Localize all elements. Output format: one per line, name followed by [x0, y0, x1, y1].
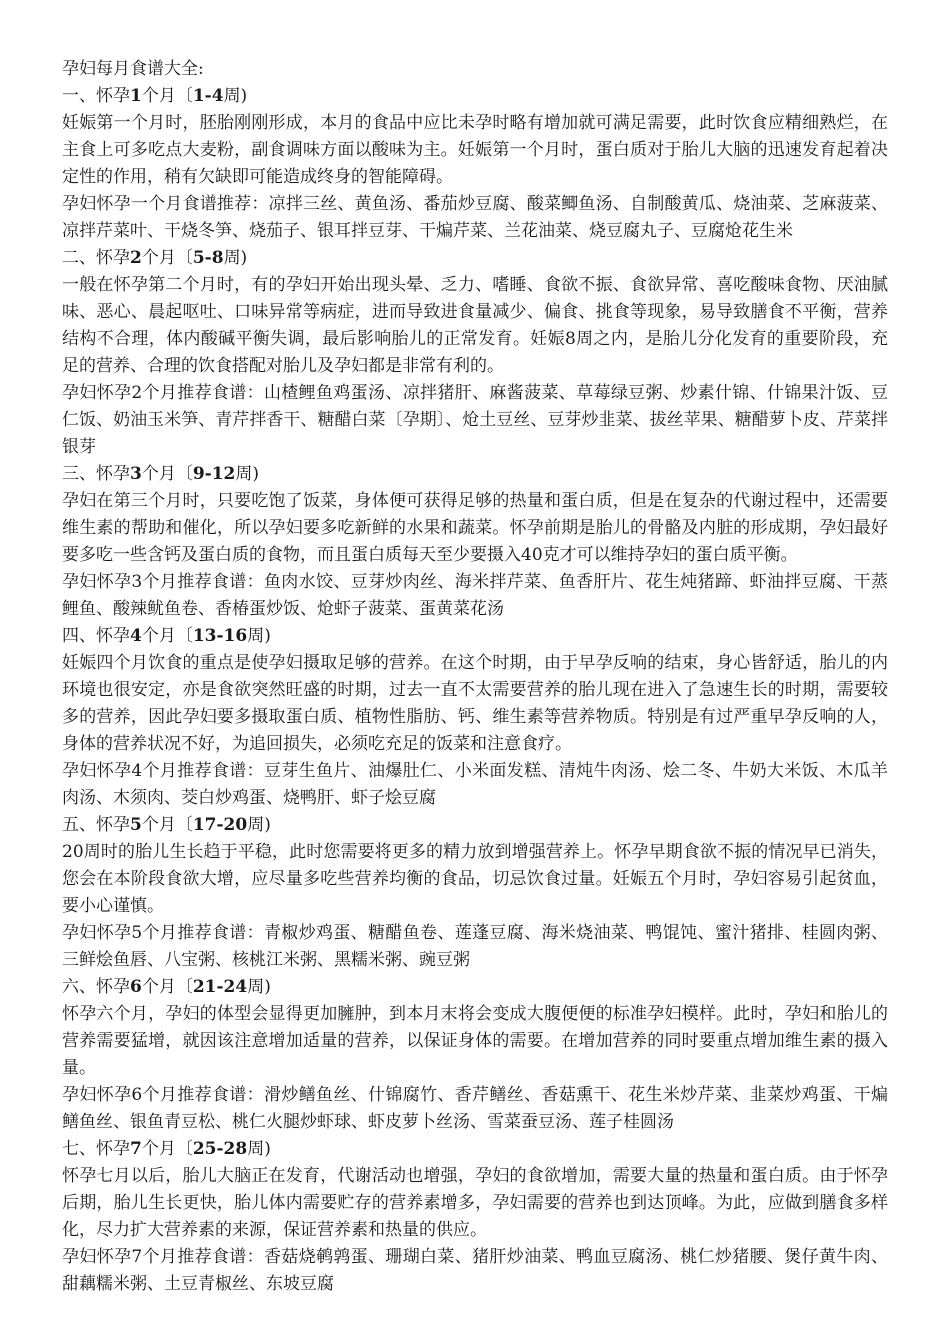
section-month-1: [62, 83, 888, 245]
heading-month: 5: [130, 815, 142, 835]
section-heading: [62, 245, 888, 272]
section-intro: 妊娠四个月饮食的重点是使孕妇摄取足够的营养。在这个时期，由于早孕反响的结束，身心皆舒适，胎儿的内环境也很安定，亦是食欲突然旺盛的时期，过去一直不太需要营养的胎儿现在进入了急速生长的时期，需要较多的营养，因此孕妇要多摄取蛋白质、植物性脂肪、钙、维生素等营养物质。特别是有过严重早孕反响的人，身体的营养状况不好，为追回损失，必须吃充足的饭菜和注意食疗。: [62, 653, 888, 754]
section-heading: [62, 812, 888, 839]
heading-suffix: 周): [247, 977, 271, 997]
section-intro: 怀孕六个月，孕妇的体型会显得更加臃肿，到本月末将会变成大腹便便的标准孕妇模样。此时，孕妇和胎儿的营养需要猛增，就因该注意增加适量的营养，以保证身体的需要。在增加营养的同时要重点增加维生素的摄入量。: [62, 1004, 888, 1078]
section-heading: [62, 461, 888, 488]
heading-weeks: 25-28: [192, 1139, 248, 1159]
heading-prefix: 一、怀孕: [62, 86, 130, 106]
section-recipes: 孕妇怀孕3个月推荐食谱：鱼肉水饺、豆芽炒肉丝、海米拌芹菜、鱼香肝片、花生炖猪蹄、虾油拌豆腐、干蒸鲤鱼、酸辣鱿鱼卷、香椿蛋炒饭、炝虾子菠菜、蛋黄菜花汤: [62, 572, 888, 619]
heading-mid: 个月〔: [141, 248, 193, 268]
heading-month: 4: [130, 626, 142, 646]
heading-month: 6: [130, 977, 142, 997]
section-month-2: [62, 245, 888, 461]
heading-month: 2: [130, 248, 142, 268]
section-recipes: 孕妇怀孕6个月推荐食谱：滑炒鳝鱼丝、什锦腐竹、香芹鳝丝、香菇熏干、花生米炒芹菜、韭菜炒鸡蛋、干煸鳝鱼丝、银鱼青豆松、桃仁火腿炒虾球、虾皮萝卜丝汤、雪菜蚕豆汤、莲子桂圆汤: [62, 1085, 888, 1132]
heading-weeks: 17-20: [192, 815, 248, 835]
heading-prefix: 七、怀孕: [62, 1139, 130, 1159]
heading-prefix: 四、怀孕: [62, 626, 130, 646]
heading-mid: 个月〔: [141, 815, 193, 835]
heading-month: 7: [130, 1139, 142, 1159]
heading-mid: 个月〔: [141, 86, 193, 106]
section-month-5: [62, 812, 888, 974]
section-month-6: [62, 974, 888, 1136]
section-month-3: [62, 461, 888, 623]
heading-weeks: 5-8: [192, 248, 224, 268]
section-intro: 孕妇在第三个月时，只要吃饱了饭菜，身体便可获得足够的热量和蛋白质，但是在复杂的代谢过程中，还需要维生素的帮助和催化，所以孕妇要多吃新鲜的水果和蔬菜。怀孕前期是胎儿的骨骼及内脏的形成期，孕妇最好要多吃一些含钙及蛋白质的食物，而且蛋白质每天至少要摄入40克才可以维持孕妇的蛋白质平衡。: [62, 491, 888, 565]
heading-weeks: 21-24: [192, 977, 248, 997]
heading-weeks: 13-16: [192, 626, 248, 646]
heading-prefix: 六、怀孕: [62, 977, 130, 997]
heading-suffix: 周): [247, 1139, 271, 1159]
section-intro: 20周时的胎儿生长趋于平稳，此时您需要将更多的精力放到增强营养上。怀孕早期食欲不振的情况早已消失，您会在本阶段食欲大增，应尽量多吃些营养均衡的食品，切忌饮食过量。妊娠五个月时，孕妇容易引起贫血，要小心谨慎。: [62, 842, 888, 916]
section-intro: 妊娠第一个月时，胚胎刚刚形成，本月的食品中应比未孕时略有增加就可满足需要，此时饮食应精细熟烂，在主食上可多吃点大麦粉，副食调味方面以酸味为主。妊娠第一个月时，蛋白质对于胎儿大脑的迅速发育起着决定性的作用，稍有欠缺即可能造成终身的智能障碍。: [62, 113, 888, 187]
heading-weeks: 9-12: [192, 464, 236, 484]
section-heading: [62, 623, 888, 650]
sections-container: [62, 83, 888, 1298]
section-recipes: 孕妇怀孕7个月推荐食谱：香菇烧鹌鹑蛋、珊瑚白菜、猪肝炒油菜、鸭血豆腐汤、桃仁炒猪腰、煲仔黄牛肉、甜藕糯米粥、土豆青椒丝、东坡豆腐: [62, 1247, 888, 1294]
section-month-4: [62, 623, 888, 812]
heading-suffix: 周): [223, 86, 248, 106]
section-intro: 一般在怀孕第二个月时，有的孕妇开始出现头晕、乏力、嗜睡、食欲不振、食欲异常、喜吃酸味食物、厌油腻味、恶心、晨起呕吐、口味异常等病症，进而导致进食量减少、偏食、挑食等现象，易导致膳食不平衡，营养结构不合理，体内酸碱平衡失调，最后影响胎儿的正常发育。妊娠8周之内，是胎儿分化发育的重要阶段，充足的营养、合理的饮食搭配对胎儿及孕妇都是非常有利的。: [62, 275, 888, 376]
heading-suffix: 周): [247, 815, 271, 835]
document-title: 孕妇每月食谱大全:: [62, 59, 204, 79]
section-month-7: [62, 1136, 888, 1298]
heading-prefix: 三、怀孕: [62, 464, 130, 484]
heading-suffix: 周): [247, 626, 271, 646]
section-recipes: 孕妇怀孕5个月推荐食谱：青椒炒鸡蛋、糖醋鱼卷、莲蓬豆腐、海米烧油菜、鸭馄饨、蜜汁猪排、桂圆肉粥、三鲜烩鱼唇、八宝粥、核桃江米粥、黑糯米粥、豌豆粥: [62, 923, 888, 970]
heading-mid: 个月〔: [141, 464, 193, 484]
heading-prefix: 二、怀孕: [62, 248, 130, 268]
section-recipes: 孕妇怀孕2个月推荐食谱：山楂鲤鱼鸡蛋汤、凉拌猪肝、麻酱菠菜、草莓绿豆粥、炒素什锦、什锦果汁饭、豆仁饭、奶油玉米笋、青芹拌香干、糖醋白菜〔孕期〕、炝土豆丝、豆芽炒韭菜、拔丝苹果、糖醋萝卜皮、芹菜拌银芽: [62, 383, 888, 457]
section-intro: 怀孕七月以后，胎儿大脑正在发育，代谢活动也增强，孕妇的食欲增加，需要大量的热量和蛋白质。由于怀孕后期，胎儿生长更快，胎儿体内需要贮存的营养素增多，孕妇需要的营养也到达顶峰。为此，应做到膳食多样化，尽力扩大营养素的来源，保证营养素和热量的供应。: [62, 1166, 888, 1240]
section-recipes: 孕妇怀孕4个月推荐食谱：豆芽生鱼片、油爆肚仁、小米面发糕、清炖牛肉汤、烩二冬、牛奶大米饭、木瓜羊肉汤、木须肉、茭白炒鸡蛋、烧鸭肝、虾子烩豆腐: [62, 761, 888, 808]
heading-mid: 个月〔: [141, 977, 193, 997]
section-heading: [62, 83, 888, 110]
heading-suffix: 周): [223, 248, 248, 268]
heading-weeks: 1-4: [192, 86, 224, 106]
section-heading: [62, 1136, 888, 1163]
section-heading: [62, 974, 888, 1001]
heading-month: 1: [130, 86, 142, 106]
heading-suffix: 周): [235, 464, 260, 484]
heading-month: 3: [130, 464, 142, 484]
heading-prefix: 五、怀孕: [62, 815, 130, 835]
heading-mid: 个月〔: [141, 626, 193, 646]
section-recipes: 孕妇怀孕一个月食谱推荐：凉拌三丝、黄鱼汤、番茄炒豆腐、酸菜鲫鱼汤、自制酸黄瓜、烧油菜、芝麻菠菜、凉拌芹菜叶、干烧冬笋、烧茄子、银耳拌豆芽、干煸芹菜、兰花油菜、烧豆腐丸子、豆腐炝花生米: [62, 194, 888, 241]
heading-mid: 个月〔: [141, 1139, 193, 1159]
